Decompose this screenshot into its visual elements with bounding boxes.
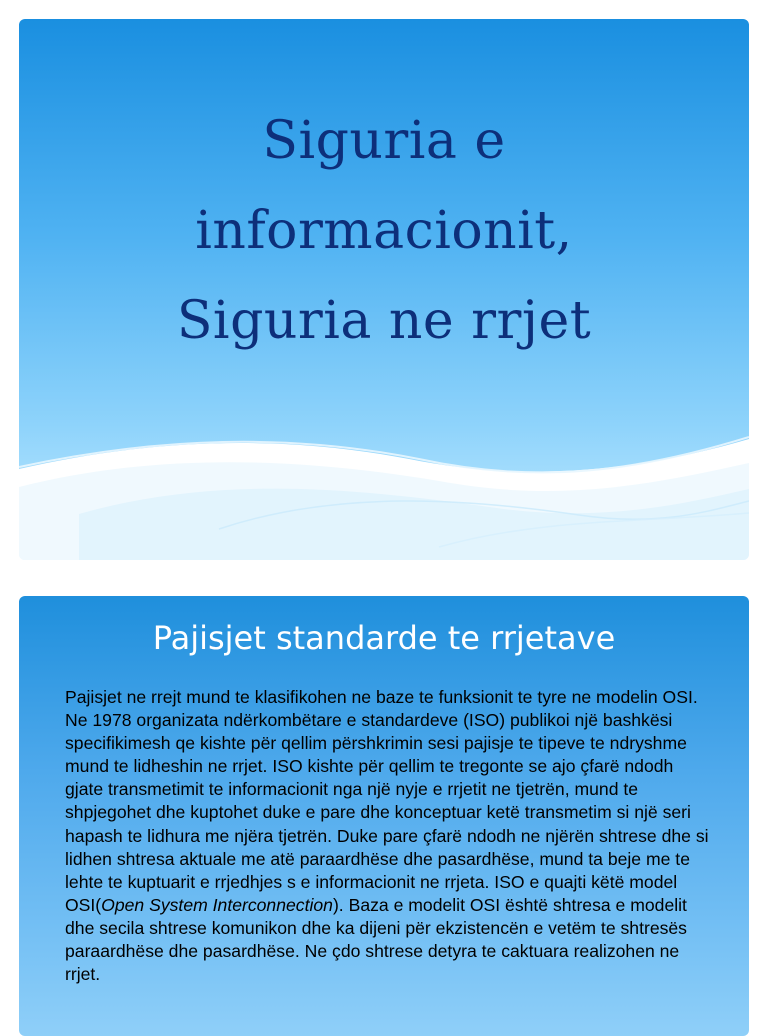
body-text-italic: Open System Interconnection (101, 894, 333, 915)
content-slide (19, 596, 749, 1036)
slide-title (19, 96, 749, 366)
slide-heading: Pajisjet standarde te rrjetave (152, 619, 616, 657)
body-text-part-1: Pajisjet ne rrejt mund te klasifikohen ne baze te funksionit te tyre ne modelin OSI. Ne 1978 organizata ndërkombëtare e standardeve (ISO) publikoi një bashkësi specifikimesh qe kishte për qellim përshkrimin sesi pajisje te tipeve te ndryshme mund te lidheshin ne rrjet. ISO kishte për qellim te tregonte se ajo çfarë ndodh gjate transmetimit te informacionit nga një nyje e rrjetit ne tjetrën, mund te shpjegohet dhe kuptohet duke e pare dhe konceptuar ketë transmetim si një seri hapash te lidhura me njëra tjetrën. Duke pare çfarë ndodh ne njërën shtrese dhe si lidhen shtresa aktuale me atë paraardhëse dhe pasardhëse, mund ta beje me te lehte te kuptuarit e rrjedhjes s e informacionit ne rrjeta. ISO e quajti këtë model OSI( (65, 687, 709, 915)
title-line-2: informacionit, (195, 201, 573, 261)
title-line-1: Siguria e (262, 111, 506, 171)
title-line-3: Siguria ne rrjet (176, 291, 592, 351)
body-paragraph (65, 686, 715, 986)
wave-decoration (19, 419, 749, 560)
title-slide (19, 19, 749, 560)
body-text-part-2: ). Baza e modelit OSI është shtresa e modelit dhe secila shtrese komunikon dhe ka dijeni për ekzistencën e vetëm te shtresës paraardhëse dhe pasardhëse. Ne çdo shtrese detyra te caktuara realizohen ne rrjet. (65, 894, 687, 985)
